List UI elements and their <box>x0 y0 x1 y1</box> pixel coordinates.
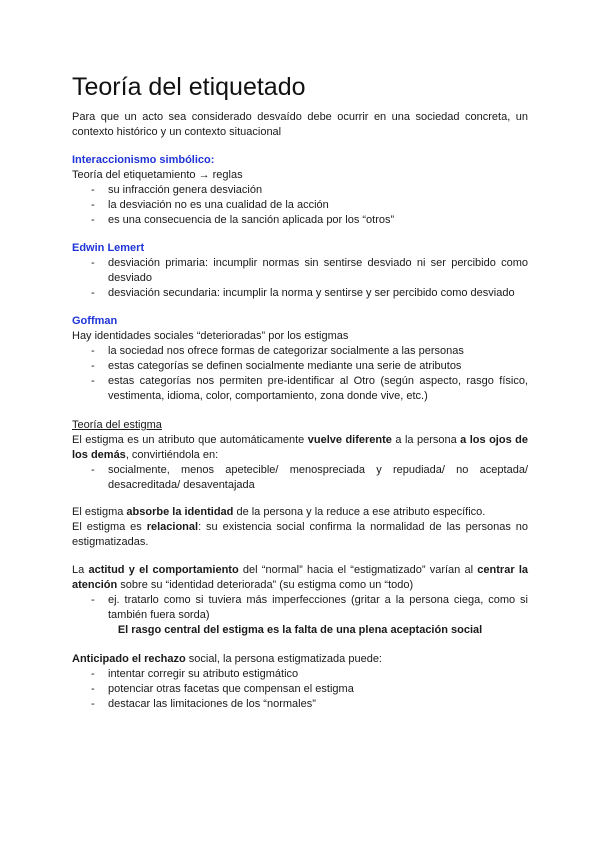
bullet-list <box>72 256 528 301</box>
section-actitud <box>72 563 528 638</box>
paragraph: Anticipado el rechazo social, la persona estigmatizada puede: <box>72 653 382 665</box>
list-item: - potenciar otras facetas que compensan el estigma <box>72 682 528 697</box>
section-lead: Hay identidades sociales “deterioradas” por los estigmas <box>72 330 349 342</box>
list-item: - socialmente, menos apetecible/ menospreciada y repudiada/ no aceptada/ desacreditada/ desaventajada <box>72 463 528 493</box>
section-lemert <box>72 241 528 301</box>
bullet-list <box>72 667 528 712</box>
intro-paragraph: Para que un acto sea considerado desvaído debe ocurrir en una sociedad concreta, un contexto histórico y un contexto situacional <box>72 111 528 138</box>
section-heading: Goffman <box>72 315 118 327</box>
list-item: - ej. tratarlo como si tuviera más imperfecciones (gritar a la persona ciega, como si también fuera sorda) <box>72 593 528 623</box>
list-item: - destacar las limitaciones de los “normales” <box>72 697 528 712</box>
paragraph: El estigma absorbe la identidad de la persona y la reduce a ese atributo específico. <box>72 506 486 518</box>
section-lead: Teoría del etiquetamiento → reglas <box>72 169 243 181</box>
list-item: - estas categorías se definen socialmente mediante una serie de atributos <box>72 359 528 374</box>
list-item: - su infracción genera desviación <box>72 183 528 198</box>
section-heading: Edwin Lemert <box>72 242 145 254</box>
section-goffman <box>72 314 528 404</box>
bullet-list <box>72 183 528 228</box>
list-item: - la desviación no es una cualidad de la acción <box>72 198 528 213</box>
paragraph: La actitud y el comportamiento del “normal” hacia el “estigmatizado” varían al centrar la atención sobre su “identidad deteriorada” (su estigma como un “todo) <box>72 564 528 591</box>
page-title: Teoría del etiquetado <box>72 73 306 101</box>
paragraph: El estigma es un atributo que automáticamente vuelve diferente a la persona a los ojos de los demás, convirtiéndola en: <box>72 434 528 461</box>
section-heading: Interaccionismo simbólico: <box>72 154 215 166</box>
section-anticipado <box>72 652 528 712</box>
section-estigma-cont <box>72 505 528 550</box>
section-estigma <box>72 418 528 493</box>
list-item: - intentar corregir su atributo estigmático <box>72 667 528 682</box>
list-item: - desviación primaria: incumplir normas sin sentirse desviado ni ser percibido como desviado <box>72 256 528 286</box>
list-item: - es una consecuencia de la sanción aplicada por los “otros” <box>72 213 528 228</box>
list-item: - estas categorías nos permiten pre-identificar al Otro (según aspecto, rasgo físico, vestimenta, idioma, color, comportamiento, zona donde vive, etc.) <box>72 374 528 404</box>
key-statement: El rasgo central del estigma es la falta de una plena aceptación social <box>117 624 483 636</box>
bullet-list <box>72 593 528 623</box>
section-heading: Teoría del estigma <box>72 419 162 431</box>
paragraph: El estigma es relacional: su existencia social confirma la normalidad de las personas no estigmatizadas. <box>72 521 528 548</box>
list-item: - la sociedad nos ofrece formas de categorizar socialmente a las personas <box>72 344 528 359</box>
list-item: - desviación secundaria: incumplir la norma y sentirse y ser percibido como desviado <box>72 286 528 301</box>
bullet-list <box>72 463 528 493</box>
section-interaccionismo <box>72 153 528 228</box>
bullet-list <box>72 344 528 404</box>
